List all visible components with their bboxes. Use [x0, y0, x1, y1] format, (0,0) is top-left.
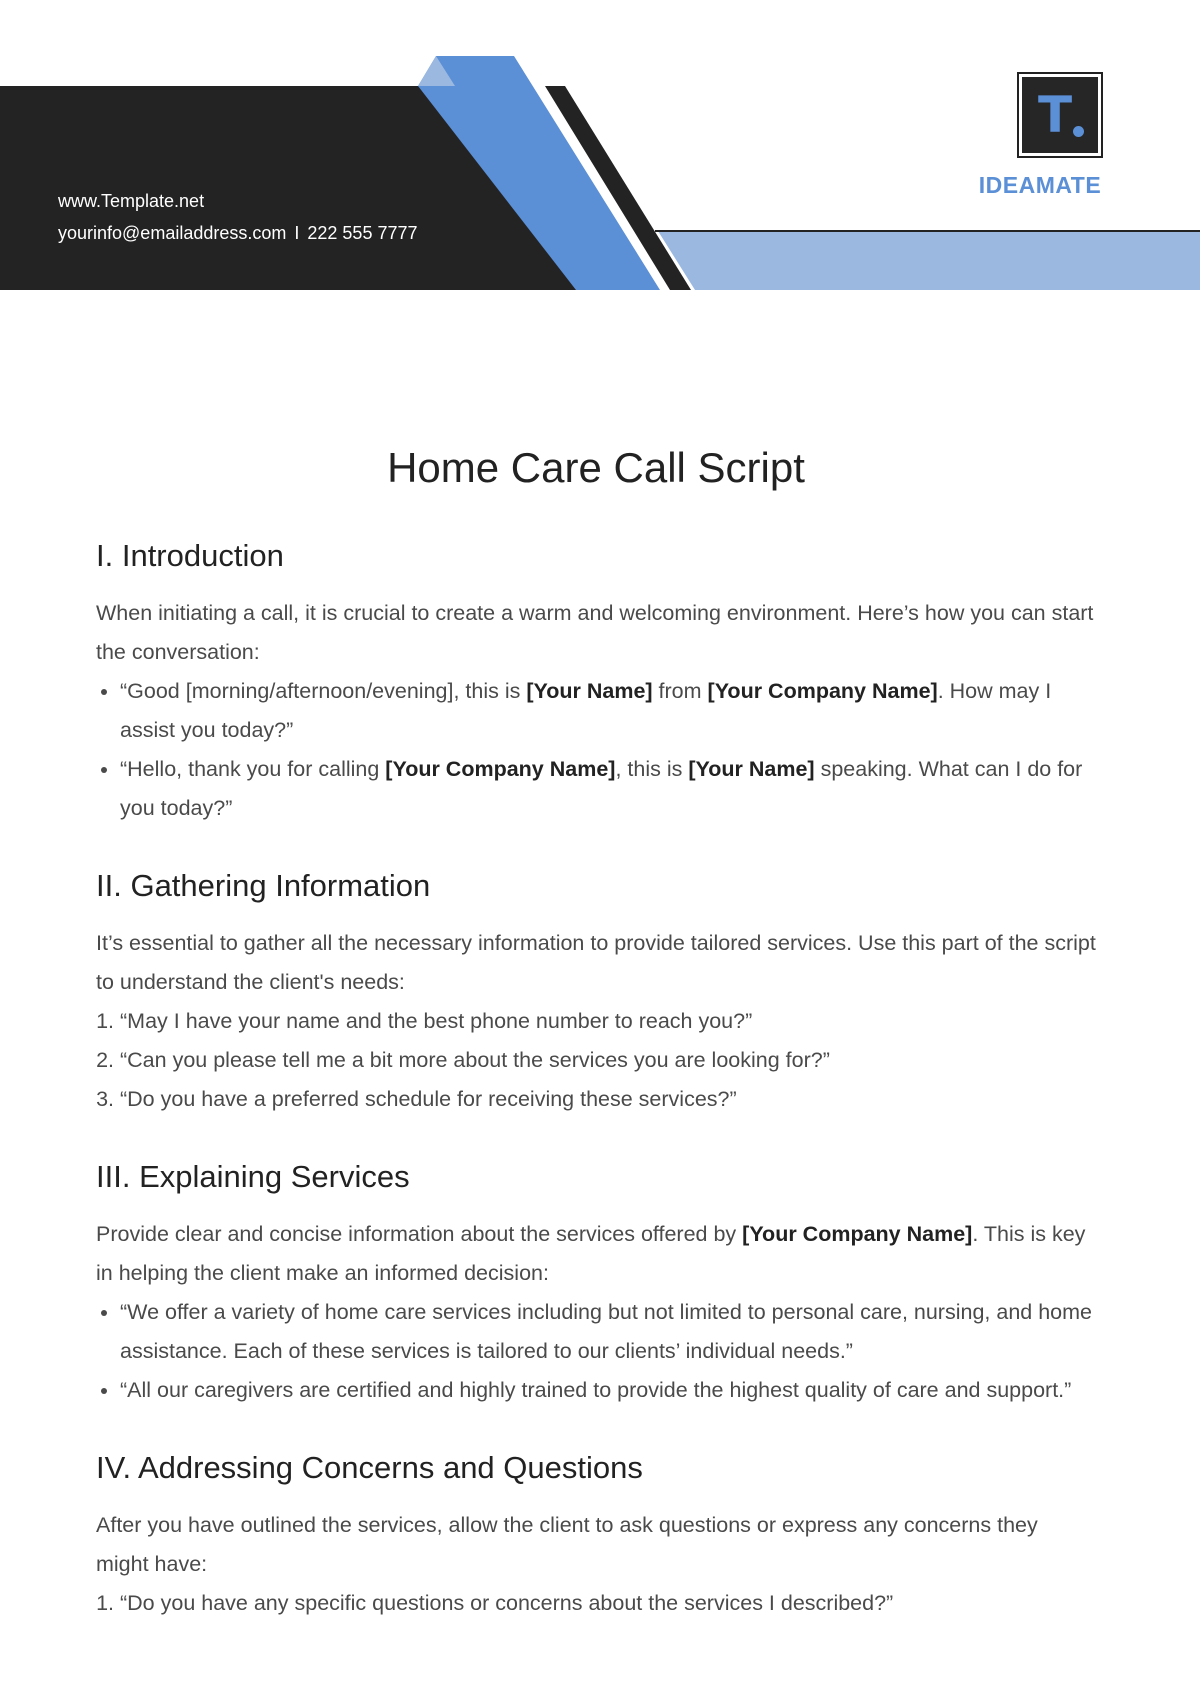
text-run: , this is: [615, 757, 689, 781]
section-heading: I. Introduction: [96, 538, 284, 573]
contact-info: [58, 185, 418, 249]
section-explaining-services: [96, 1157, 1096, 1410]
document-body: [96, 440, 1096, 1661]
text-run: Provide clear and concise information about the services offered by: [96, 1222, 743, 1246]
list-item: 2. “Can you please tell me a bit more about the services you are looking for?”: [120, 1041, 1096, 1080]
page-title: Home Care Call Script: [387, 444, 805, 491]
list-item: 1. “Do you have any specific questions or concerns about the services I described?”: [120, 1584, 1096, 1623]
placeholder-text: [Your Name]: [688, 757, 815, 781]
text-run: “Good [morning/afternoon/evening], this is: [120, 679, 527, 703]
list-item: • “All our caregivers are certified and highly trained to provide the highest quality of care and support.”: [120, 1371, 1096, 1410]
brand-name: IDEAMATE: [978, 172, 1102, 198]
page-header: [0, 0, 1200, 300]
bullet-list: [96, 1293, 1096, 1410]
section-introduction: [96, 536, 1096, 828]
numbered-list: [96, 1584, 1096, 1623]
placeholder-text: [Your Company Name]: [707, 679, 938, 703]
contact-line: [58, 217, 418, 249]
logo-mark: [1022, 77, 1098, 153]
list-item: 3. “Do you have a preferred schedule for receiving these services?”: [120, 1080, 1096, 1119]
bullet-list: [96, 672, 1096, 828]
section-heading: III. Explaining Services: [96, 1159, 410, 1194]
list-item: [120, 672, 1096, 750]
section-heading: II. Gathering Information: [96, 868, 431, 903]
list-item: 1. “May I have your name and the best phone number to reach you?”: [120, 1002, 1096, 1041]
text-run: from: [652, 679, 708, 703]
email-text: yourinfo@emailaddress.com: [58, 223, 287, 243]
placeholder-text: [Your Company Name]: [742, 1222, 973, 1246]
section-addressing-concerns: [96, 1448, 1096, 1623]
text-run: . This is key in helping the client make an informed decision:: [96, 1222, 1086, 1285]
placeholder-text: [Your Company Name]: [385, 757, 616, 781]
logo-letter: T: [1037, 86, 1073, 144]
placeholder-text: [Your Name]: [526, 679, 653, 703]
text-run: . How may I assist you today?”: [120, 679, 1052, 742]
section-gathering-information: [96, 866, 1096, 1119]
company-logo: [1017, 72, 1103, 158]
header-light-band: [658, 231, 1200, 290]
phone-text: 222 555 7777: [307, 223, 418, 243]
list-item: [120, 750, 1096, 828]
text-run: speaking. What can I do for you today?”: [120, 757, 1083, 820]
section-paragraph: After you have outlined the services, allow the client to ask questions or express any concerns they might have:: [96, 1513, 1038, 1576]
section-paragraph: [96, 1215, 1096, 1293]
section-paragraph: When initiating a call, it is crucial to create a warm and welcoming environment. Here’s how you can start the conversation:: [96, 601, 1094, 664]
contact-separator: I: [294, 223, 300, 243]
list-item: • “We offer a variety of home care services including but not limited to personal care, nursing, and home assistance. Each of these services is tailored to our clients’ individual needs.”: [120, 1293, 1096, 1371]
logo-dot-icon: [1073, 126, 1084, 137]
numbered-list: [96, 1002, 1096, 1119]
section-heading: IV. Addressing Concerns and Questions: [96, 1450, 643, 1485]
text-run: “Hello, thank you for calling: [120, 757, 386, 781]
section-paragraph: It’s essential to gather all the necessary information to provide tailored services. Use this part of the script to understand the client's needs:: [96, 931, 1096, 994]
website-text: www.Template.net: [58, 191, 205, 211]
